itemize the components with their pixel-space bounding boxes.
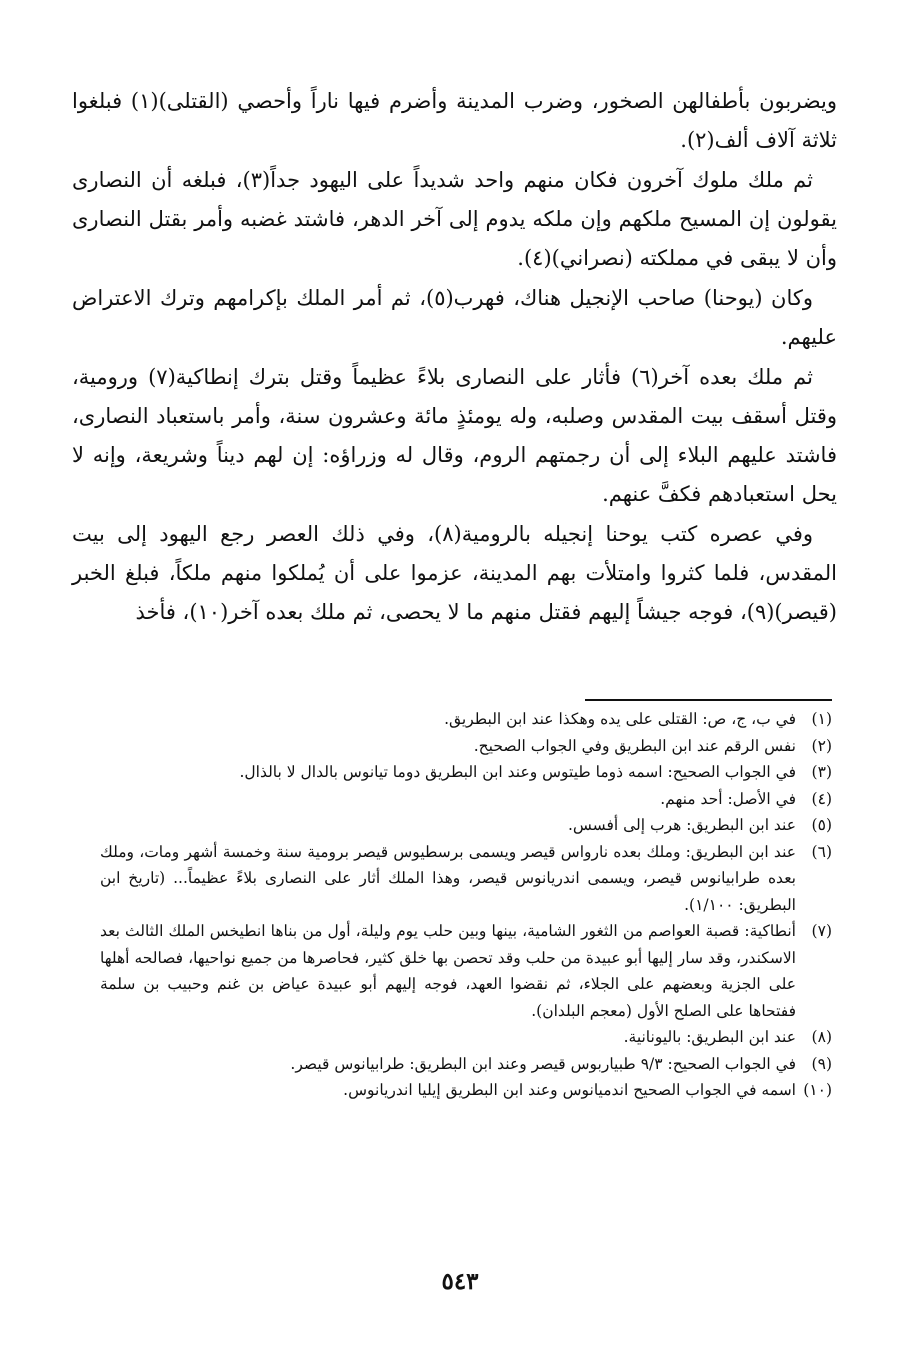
footnote-text: عند ابن البطريق: وملك بعده نارواس قيصر ويسمى برسطيوس قيصر برومية سنة وخمسة أشهر ومات، وملك بعده طرابيانوس قيصر، ويسمى اندريانوس قيصر، وهذا الملك أثار على النصارى بلاءً عظيماً... (تاريخ ابن البطريق: ١/١٠٠). xyxy=(100,842,796,914)
paragraph-5: وفي عصره كتب يوحنا إنجيله بالرومية(٨)، وفي ذلك العصر رجع اليهود إلى بيت المقدس، فلما كثروا وامتلأت بهم المدينة، عزموا على أن يُملكوا منهم ملكاً، فبلغ الخبر (قيصر)(٩)، فوجه جيشاً إليهم فقتل منهم ما لا يحصى، ثم ملك بعده آخر(١٠)، فأخذ xyxy=(72,522,837,624)
footnote-number: (٩) xyxy=(811,1054,832,1073)
footnote xyxy=(100,1051,832,1078)
footnote-text: عند ابن البطريق: هرب إلى أفسس. xyxy=(567,816,796,834)
footnote-number: (٣) xyxy=(811,763,832,781)
footnote-text: في الجواب الصحيح: ٩/٣ طبياربوس قيصر وعند ابن البطريق: طرابيانوس قيصر. xyxy=(290,1054,796,1073)
footnote xyxy=(100,706,832,733)
paragraph-4: ثم ملك بعده آخر(٦) فأثار على النصارى بلاءً عظيماً وقتل بترك إنطاكية(٧) ورومية، وقتل أسقف بيت المقدس وصلبه، وله يومئذٍ مائة وعشرون سنة، وأمر باستعباد النصارى، فاشتد عليهم البلاء إلى أن رجمتهم الروم، وقال له وزراؤه: إن لهم ديناً وشريعة، وإنه لا يحل استعبادهم فكفَّ عنهم. xyxy=(72,365,837,506)
footnote-number: (١) xyxy=(811,710,832,728)
footnote-text: عند ابن البطريق: باليونانية. xyxy=(623,1028,796,1046)
paragraph-1: ويضربون بأطفالهن الصخور، وضرب المدينة وأضرم فيها ناراً وأحصي (القتلى)(١) فبلغوا ثلاثة آلاف ألف(٢). xyxy=(72,89,837,152)
footnote xyxy=(100,918,832,1024)
footnote-text: في الأصل: أحد منهم. xyxy=(660,789,796,808)
footnote-number: (٧) xyxy=(811,922,832,940)
paragraph-2: ثم ملك ملوك آخرون فكان منهم واحد شديداً على اليهود جداً(٣)، فبلغه أن النصارى يقولون إن المسيح ملكهم وإن ملكه يدوم إلى آخر الدهر، فاشتد غضبه وأمر بقتل النصارى وأن لا يبقى في مملكته (نصراني)(٤). xyxy=(72,168,837,270)
footnote-number: (١٠) xyxy=(803,1081,832,1099)
footnote-number: (٤) xyxy=(811,789,832,808)
paragraph-3: وكان (يوحنا) صاحب الإنجيل هناك، فهرب(٥)، ثم أمر الملك بإكرامهم وترك الاعتراض عليهم. xyxy=(72,286,837,349)
footnote xyxy=(100,1077,832,1104)
footnote-text: في ب، ج، ص: القتلى على يده وهكذا عند ابن البطريق. xyxy=(444,710,796,728)
footnote-number: (٨) xyxy=(811,1028,832,1046)
footnote xyxy=(100,786,832,813)
footnote xyxy=(100,733,832,760)
footnote-separator xyxy=(585,699,832,701)
main-text xyxy=(72,82,837,633)
footnote-text: نفس الرقم عند ابن البطريق وفي الجواب الصحيح. xyxy=(473,736,796,755)
footnote-number: (٦) xyxy=(811,842,832,861)
footnote xyxy=(100,759,832,786)
footnote xyxy=(100,839,832,919)
footnote xyxy=(100,812,832,839)
footnotes xyxy=(100,706,832,1104)
footnote-text: أنطاكية: قصبة العواصم من الثغور الشامية، بينها وبين حلب يوم وليلة، أول من بناها انطيخس الملك الثالث بعد الاسكندر، وقد سار إليها أبو عبيدة من حلب وقد تحصن بها خلق كثير، فحاصرها من جميع نواحيها، فصالحه أهلها على الجزية وبعضهم على الجلاء، ثم نقضوا العهد، فوجه إليهم أبو عبيدة عياض بن غنم وحبيب بن سلمة ففتحاها على الصلح الأول (معجم البلدان). xyxy=(100,922,796,1020)
footnote-text: في الجواب الصحيح: اسمه ذوما طيتوس وعند ابن البطريق دوما تيانوس بالدال لا بالذال. xyxy=(239,763,796,781)
footnote xyxy=(100,1024,832,1051)
footnote-number: (٥) xyxy=(811,816,832,834)
page-number: ٥٤٣ xyxy=(441,1268,479,1295)
footnote-text: اسمه في الجواب الصحيح اندميانوس وعند ابن البطريق إيليا اندريانوس. xyxy=(343,1081,796,1099)
footnote-number: (٢) xyxy=(811,736,832,755)
